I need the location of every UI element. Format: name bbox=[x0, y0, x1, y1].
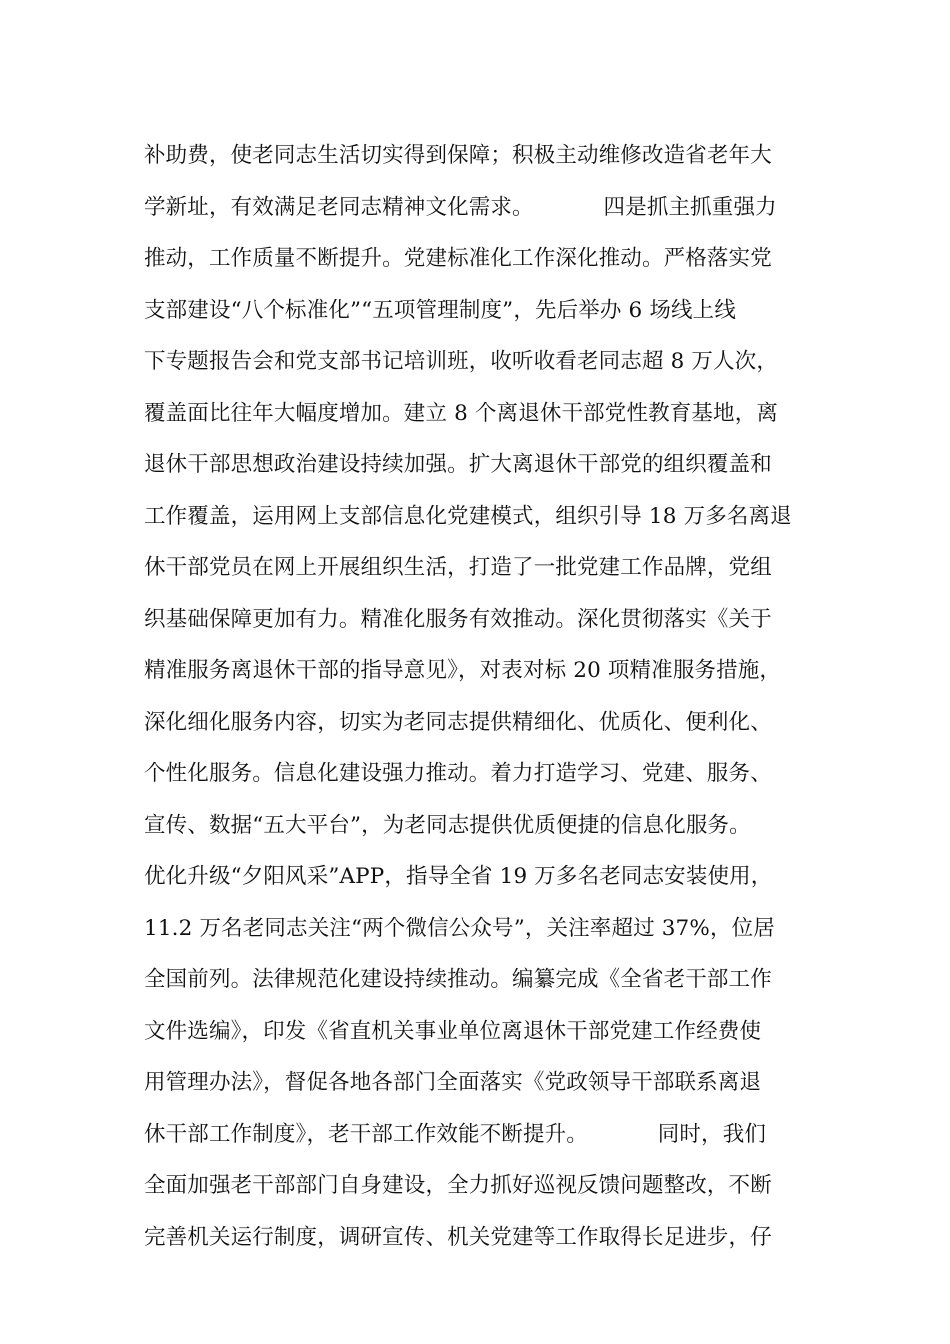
text-line: 精准服务离退休干部的指导意见》，对表对标 20 项精准服务措施， bbox=[144, 658, 782, 683]
text-line: 织基础保障更加有力。精准化服务有效推动。深化贯彻落实《关于 bbox=[144, 606, 772, 632]
text-line: 文件选编》，印发《省直机关事业单位离退休干部党建工作经费使 bbox=[144, 1018, 762, 1044]
text-line: 全面加强老干部部门自身建设，全力抓好巡视反馈问题整改，不断 bbox=[144, 1173, 772, 1198]
text-line: 用管理办法》，督促各地各部门全面落实《党政领导干部联系离退 bbox=[144, 1070, 762, 1095]
text-line: 宣传、数据“五大平台”，为老同志提供优质便捷的信息化服务。 bbox=[144, 812, 751, 838]
text-line: 11.2 万名老同志关注“两个微信公众号”，关注率超过 37%，位居 bbox=[144, 915, 775, 941]
text-line: 覆盖面比往年大幅度增加。建立 8 个离退休干部党性教育基地，离 bbox=[144, 400, 779, 426]
text-line: 推动，工作质量不断提升。党建标准化工作深化推动。严格落实党 bbox=[144, 246, 772, 271]
text-line: 全国前列。法律规范化建设持续推动。编纂完成《全省老干部工作 bbox=[144, 967, 772, 992]
text-line: 休干部党员在网上开展组织生活，打造了一批党建工作品牌，党组 bbox=[144, 555, 772, 580]
body-text bbox=[144, 130, 844, 1263]
text-line: 工作覆盖，运用网上支部信息化党建模式，组织引导 18 万多名离退 bbox=[144, 503, 792, 529]
text-line: 深化细化服务内容，切实为老同志提供精细化、优质化、便利化、 bbox=[144, 709, 772, 735]
text-line: 学新址，有效满足老同志精神文化需求。 四是抓主抓重强力 bbox=[144, 194, 777, 220]
text-line: 退休干部思想政治建设持续加强。扩大离退休干部党的组织覆盖和 bbox=[144, 452, 772, 477]
text-line: 下专题报告会和党支部书记培训班，收听收看老同志超 8 万人次， bbox=[144, 349, 779, 374]
text-line: 个性化服务。信息化建设强力推动。着力打造学习、党建、服务、 bbox=[144, 761, 772, 786]
text-line: 补助费，使老同志生活切实得到保障；积极主动维修改造省老年大 bbox=[144, 143, 772, 168]
text-line: 休干部工作制度》，老干部工作效能不断提升。 同时，我们 bbox=[144, 1121, 766, 1147]
text-line: 优化升级“夕阳风采”APP，指导全省 19 万多名老同志安装使用， bbox=[144, 864, 773, 889]
text-line: 支部建设“八个标准化”“五项管理制度”，先后举办 6 场线上线 bbox=[144, 297, 736, 323]
text-line: 完善机关运行制度，调研宣传、机关党建等工作取得长足进步，仔 bbox=[144, 1224, 772, 1250]
